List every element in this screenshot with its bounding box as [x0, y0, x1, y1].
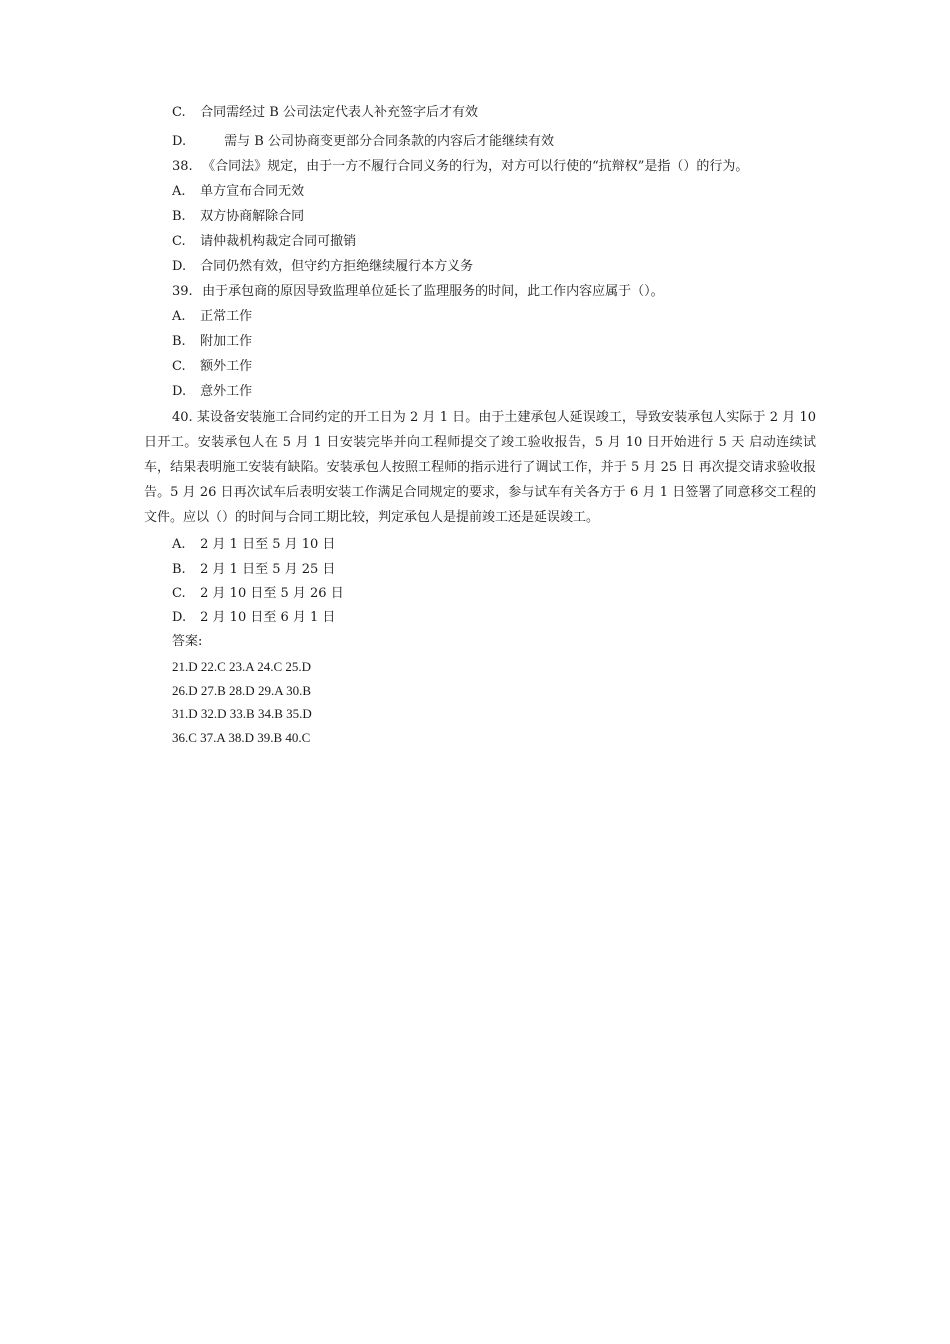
option-text: 需与 B 公司协商变更部分合同条款的内容后才能继续有效 [224, 134, 554, 149]
option-text: 2 月 10 日至 5 月 26 日 [200, 586, 344, 601]
question-39 [172, 283, 664, 301]
q38-option-c [172, 233, 356, 251]
question-number: 39. [172, 284, 193, 299]
option-label: D. [172, 610, 187, 625]
option-text: 正常工作 [200, 309, 253, 324]
option-text: 合同仍然有效，但守约方拒绝继续履行本方义务 [200, 259, 474, 274]
option-label: A. [172, 309, 186, 324]
option-text: 2 月 10 日至 6 月 1 日 [200, 610, 336, 625]
question-number: 40. [172, 410, 193, 425]
q40-option-d [172, 609, 335, 627]
option-label: B. [172, 334, 186, 349]
option-text: 单方宣布合同无效 [200, 184, 305, 199]
option-text: 合同需经过 B 公司法定代表人补充签字后才有效 [200, 105, 478, 120]
option-label: B. [172, 562, 186, 577]
option-label: C. [172, 586, 186, 601]
answers-heading: 答案: [172, 634, 203, 649]
q38-option-b [172, 208, 304, 226]
q37-option-c [172, 104, 478, 122]
option-label: A. [172, 537, 186, 552]
q39-option-a [172, 308, 252, 326]
q40-option-b [172, 561, 335, 579]
answer-row: 36.C 37.A 38.D 39.B 40.C [172, 730, 311, 745]
q38-option-d [172, 258, 473, 276]
question-text: 某设备安装施工合同约定的开工日为 2 月 1 日。由于土建承包人延误竣工，导致安装承包人实际于 2 月 10 日开工。安装承包人在 5 月 1 日安装完毕并向工程师提交了竣工验收报告，5 月 10 日开始进行 5 天 启动连续试车，结果表明施工安装有缺陷。安装承包人按照工程师的指示进行了调试工作，并于 5 月 25 日 再次提交请求验收报告。5 月 26 日再次试车后表明安装工作满足合同规定的要求，参与试车有关各方于 6 月 1 日签署了同意移交工程的文件。应以（）的时间与合同工期比较，判定承包人是提前竣工还是延误竣工。 [144, 410, 816, 525]
option-text: 2 月 1 日至 5 月 25 日 [200, 562, 336, 577]
q38-option-a [172, 183, 304, 201]
q39-option-d [172, 383, 252, 401]
option-label: C. [172, 234, 186, 249]
option-text: 额外工作 [200, 359, 253, 374]
question-number: 38. [172, 159, 193, 174]
option-label: D. [172, 134, 187, 149]
option-text: 2 月 1 日至 5 月 10 日 [200, 537, 336, 552]
option-text: 请仲裁机构裁定合同可撤销 [200, 234, 357, 249]
option-label: A. [172, 184, 186, 199]
question-38 [172, 158, 748, 176]
q40-option-c [172, 585, 344, 603]
option-label: B. [172, 209, 186, 224]
option-text: 附加工作 [200, 334, 253, 349]
option-label: D. [172, 384, 187, 399]
answer-row: 31.D 32.D 33.B 34.B 35.D [172, 706, 312, 721]
answer-row: 26.D 27.B 28.D 29.A 30.B [172, 683, 312, 698]
option-text: 意外工作 [200, 384, 253, 399]
option-text: 双方协商解除合同 [200, 209, 305, 224]
question-text: 由于承包商的原因导致监理单位延长了监理服务的时间，此工作内容应属于（）。 [202, 284, 664, 299]
option-label: C. [172, 105, 186, 120]
question-40 [144, 405, 816, 530]
option-label: C. [172, 359, 186, 374]
q39-option-c [172, 358, 252, 376]
q39-option-b [172, 333, 252, 351]
question-text: 《合同法》规定，由于一方不履行合同义务的行为，对方可以行使的“抗辩权”是指（）的行为。 [202, 159, 749, 174]
option-label: D. [172, 259, 187, 274]
q40-option-a [172, 536, 335, 554]
answer-row: 21.D 22.C 23.A 24.C 25.D [172, 659, 312, 674]
q37-option-d [172, 133, 554, 151]
